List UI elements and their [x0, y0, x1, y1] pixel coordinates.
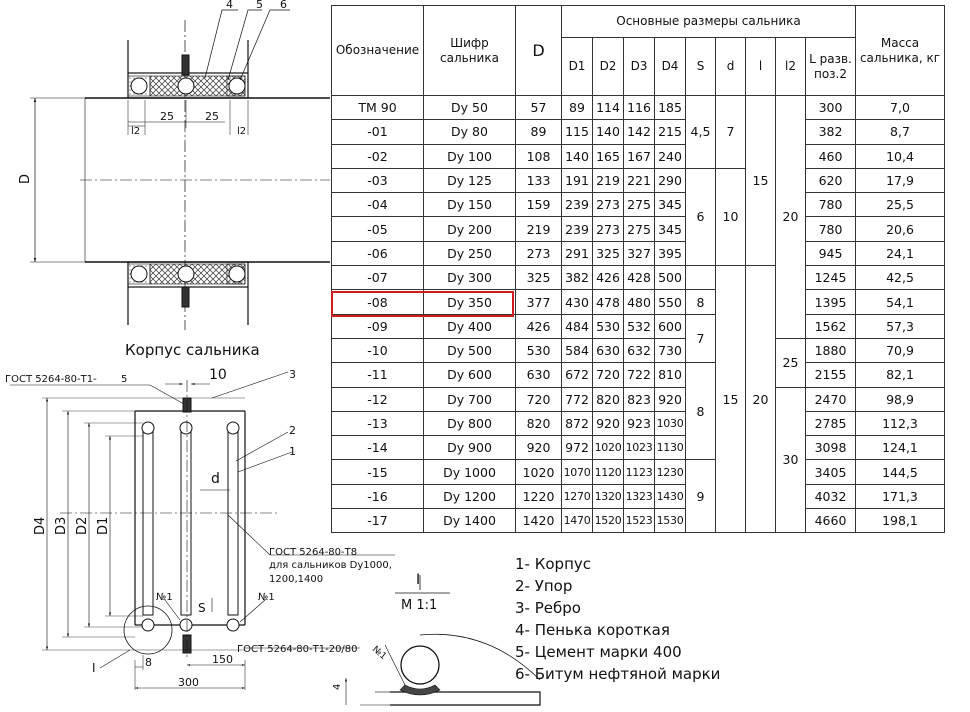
cell-d3: 327 [624, 241, 655, 265]
cell-d3: 532 [624, 314, 655, 338]
detail-label-top: I [416, 572, 421, 588]
dim-10-label: 10 [209, 367, 227, 383]
dim-D-label: D [18, 173, 33, 184]
view-I-label: I [92, 661, 96, 675]
table-row [332, 363, 945, 387]
cell-l: 4032 [806, 484, 856, 508]
cell-cipher: Dy 50 [424, 96, 516, 120]
cell-designation: -05 [332, 217, 424, 241]
cell-l: 780 [806, 217, 856, 241]
cell-d2: 426 [593, 266, 624, 290]
cell-d: 820 [516, 411, 562, 435]
mark-n1-right: №1 [258, 592, 275, 603]
cell-d: 10 [716, 168, 746, 265]
top-drawing-labels [18, 0, 287, 359]
cell-d3: 167 [624, 144, 655, 168]
gost-bottom-label: ГОСТ 5264-80-Т1-20/80 [237, 644, 358, 655]
cell-designation: -10 [332, 338, 424, 362]
cell-d1: 140 [562, 144, 593, 168]
cell-designation: -01 [332, 120, 424, 144]
cell-d4: 290 [655, 168, 686, 192]
dim-l2-right: l2 [237, 126, 247, 137]
cell-d4: 345 [655, 193, 686, 217]
legend-item-4: 4- Пенька короткая [515, 621, 670, 639]
cell-l2: 25 [776, 338, 806, 387]
dim-25-left: 25 [160, 110, 174, 123]
cell-l2: 20 [776, 96, 806, 339]
header-D3: D3 [624, 38, 655, 96]
cell-d1: 772 [562, 387, 593, 411]
header-L: L разв. поз.2 [806, 38, 856, 96]
table-row [332, 168, 945, 192]
dim-S-label: S [198, 601, 206, 615]
cell-d2: 1020 [593, 436, 624, 460]
cell-d4: 500 [655, 266, 686, 290]
cell-cipher: Dy 500 [424, 338, 516, 362]
cell-d3: 1523 [624, 509, 655, 533]
cell-d2: 478 [593, 290, 624, 314]
cell-d3: 1123 [624, 460, 655, 484]
cell-s: 7 [686, 314, 716, 363]
cell-d3: 428 [624, 266, 655, 290]
cell-d4: 920 [655, 387, 686, 411]
header-S: S [686, 38, 716, 96]
header-d: d [716, 38, 746, 96]
cell-d1: 89 [562, 96, 593, 120]
cell-l: 3405 [806, 460, 856, 484]
dim-d-label: d [211, 471, 220, 487]
header-cipher: Шифр сальника [424, 6, 516, 96]
cell-d3: 142 [624, 120, 655, 144]
cell-d: 159 [516, 193, 562, 217]
mark-n1-left: №1 [156, 592, 173, 603]
cell-cipher: Dy 800 [424, 411, 516, 435]
parts-legend [515, 553, 720, 685]
cell-designation: -03 [332, 168, 424, 192]
header-D2: D2 [593, 38, 624, 96]
dim-4-label: 4 [332, 683, 343, 690]
cell-d4: 1230 [655, 460, 686, 484]
cell-d1: 672 [562, 363, 593, 387]
detail-label-scale: М 1:1 [401, 598, 438, 613]
cell-l: 780 [806, 193, 856, 217]
cell-mass: 54,1 [856, 290, 945, 314]
cell-l: 382 [806, 120, 856, 144]
cell-l: 1395 [806, 290, 856, 314]
header-D4: D4 [655, 38, 686, 96]
cell-d: 1220 [516, 484, 562, 508]
cell-d1: 872 [562, 411, 593, 435]
cell-mass: 82,1 [856, 363, 945, 387]
cell-d4: 1430 [655, 484, 686, 508]
cell-d1: 382 [562, 266, 593, 290]
gost-top-number: 5 [121, 374, 128, 385]
detail-I-drawing [346, 575, 540, 705]
gland-spec-table [331, 5, 945, 533]
table-row [332, 314, 945, 338]
dim-D3-label: D3 [54, 516, 69, 535]
cell-d: 57 [516, 96, 562, 120]
cell-d2: 630 [593, 338, 624, 362]
cell-mass: 124,1 [856, 436, 945, 460]
cell-d2: 165 [593, 144, 624, 168]
cell-s: 8 [686, 363, 716, 460]
cell-d2: 530 [593, 314, 624, 338]
cell-l: 300 [806, 96, 856, 120]
cell-l: 15 [746, 96, 776, 266]
cell-cipher: Dy 1000 [424, 460, 516, 484]
header-l2: l2 [776, 38, 806, 96]
cell-d4: 345 [655, 217, 686, 241]
cell-l: 4660 [806, 509, 856, 533]
cell-d3: 221 [624, 168, 655, 192]
cell-d2: 1320 [593, 484, 624, 508]
table-row [332, 509, 945, 533]
cell-d2: 114 [593, 96, 624, 120]
cell-d3: 1323 [624, 484, 655, 508]
table-row [332, 96, 945, 120]
legend-item-6: 6- Битум нефтяной марки [515, 665, 721, 683]
cell-designation: -08 [332, 290, 424, 314]
cell-cipher: Dy 300 [424, 266, 516, 290]
cell-l: 20 [746, 266, 776, 533]
cell-mass: 42,5 [856, 266, 945, 290]
table-row [332, 436, 945, 460]
table-row [332, 120, 945, 144]
cell-d3: 275 [624, 193, 655, 217]
table-row [332, 484, 945, 508]
cell-d: 720 [516, 387, 562, 411]
table-row [332, 266, 945, 290]
dim-8-label: 8 [145, 656, 152, 669]
header-l: l [746, 38, 776, 96]
cell-d1: 1070 [562, 460, 593, 484]
cell-cipher: Dy 400 [424, 314, 516, 338]
cell-mass: 10,4 [856, 144, 945, 168]
callout-6: 6 [280, 0, 287, 11]
cell-l: 2470 [806, 387, 856, 411]
cell-d3: 722 [624, 363, 655, 387]
cell-cipher: Dy 900 [424, 436, 516, 460]
cell-cipher: Dy 80 [424, 120, 516, 144]
cell-cipher: Dy 600 [424, 363, 516, 387]
cell-mass: 57,3 [856, 314, 945, 338]
cell-mass: 17,9 [856, 168, 945, 192]
cell-d3: 1023 [624, 436, 655, 460]
cell-cipher: Dy 125 [424, 168, 516, 192]
cell-d: 377 [516, 290, 562, 314]
table-row [332, 387, 945, 411]
cell-l: 3098 [806, 436, 856, 460]
cell-l: 620 [806, 168, 856, 192]
gost-mid-line3: 1200,1400 [269, 574, 324, 585]
legend-item-3: 3- Ребро [515, 599, 581, 617]
cell-d3: 923 [624, 411, 655, 435]
legend-item-1: 1- Корпус [515, 555, 592, 573]
cell-designation: -15 [332, 460, 424, 484]
gost-mid-line1: ГОСТ 5264-80-Т8 [269, 547, 358, 558]
cell-l: 1880 [806, 338, 856, 362]
cell-d2: 219 [593, 168, 624, 192]
cell-designation: -04 [332, 193, 424, 217]
cell-d3: 480 [624, 290, 655, 314]
cell-d4: 730 [655, 338, 686, 362]
cell-cipher: Dy 200 [424, 217, 516, 241]
cell-d: 325 [516, 266, 562, 290]
cell-d: 426 [516, 314, 562, 338]
table-row [332, 144, 945, 168]
cell-d1: 239 [562, 217, 593, 241]
cell-d2: 273 [593, 193, 624, 217]
cell-d: 7 [716, 96, 746, 169]
cell-d: 920 [516, 436, 562, 460]
legend-item-5: 5- Цемент марки 400 [515, 643, 682, 661]
cell-d1: 291 [562, 241, 593, 265]
cell-d: 133 [516, 168, 562, 192]
cell-designation: -11 [332, 363, 424, 387]
cell-d4: 1130 [655, 436, 686, 460]
cell-cipher: Dy 1200 [424, 484, 516, 508]
dim-150-label: 150 [212, 653, 233, 666]
cell-d4: 810 [655, 363, 686, 387]
cell-l: 2785 [806, 411, 856, 435]
cell-d1: 584 [562, 338, 593, 362]
table-row [332, 241, 945, 265]
callout-1: 1 [289, 445, 296, 458]
legend-item-2: 2- Упор [515, 577, 573, 595]
dim-D1-label: D1 [96, 516, 111, 535]
callout-2: 2 [289, 424, 296, 437]
gland-spec-table-wrapper [331, 5, 945, 533]
cell-l: 945 [806, 241, 856, 265]
table-row [332, 338, 945, 362]
cell-d1: 115 [562, 120, 593, 144]
cell-mass: 8,7 [856, 120, 945, 144]
header-mass: Масса сальника, кг [856, 6, 945, 96]
cell-d3: 632 [624, 338, 655, 362]
cell-designation: -06 [332, 241, 424, 265]
cell-l: 1245 [806, 266, 856, 290]
cell-mass: 198,1 [856, 509, 945, 533]
table-row [332, 217, 945, 241]
cell-d4: 1530 [655, 509, 686, 533]
cell-cipher: Dy 350 [424, 290, 516, 314]
dim-D4-label: D4 [33, 516, 48, 535]
cell-d: 15 [716, 266, 746, 533]
dim-25-right: 25 [205, 110, 219, 123]
cell-d4: 600 [655, 314, 686, 338]
gost-top-label: ГОСТ 5264-80-Т1- [5, 374, 97, 385]
cell-mass: 24,1 [856, 241, 945, 265]
cell-d: 108 [516, 144, 562, 168]
cell-mass: 112,3 [856, 411, 945, 435]
table-row [332, 460, 945, 484]
detail-mark-n1: №1 [370, 644, 389, 663]
cell-d: 89 [516, 120, 562, 144]
cell-cipher: Dy 100 [424, 144, 516, 168]
cell-d1: 1470 [562, 509, 593, 533]
dim-300-label: 300 [178, 676, 199, 689]
cell-l: 2155 [806, 363, 856, 387]
cell-d2: 720 [593, 363, 624, 387]
cell-d2: 325 [593, 241, 624, 265]
cell-mass: 20,6 [856, 217, 945, 241]
cell-d4: 240 [655, 144, 686, 168]
cell-d3: 116 [624, 96, 655, 120]
cell-d: 1420 [516, 509, 562, 533]
cell-l: 460 [806, 144, 856, 168]
cell-cipher: Dy 700 [424, 387, 516, 411]
cell-d: 1020 [516, 460, 562, 484]
cell-d4: 395 [655, 241, 686, 265]
gost-mid-line2: для сальников Dy1000, [269, 560, 392, 571]
cell-d3: 823 [624, 387, 655, 411]
cell-cipher: Dy 1400 [424, 509, 516, 533]
cell-s: 4,5 [686, 96, 716, 169]
cell-designation: -02 [332, 144, 424, 168]
cell-d1: 191 [562, 168, 593, 192]
cell-d1: 239 [562, 193, 593, 217]
header-designation: Обозначение [332, 6, 424, 96]
callout-4: 4 [226, 0, 233, 11]
cell-d2: 920 [593, 411, 624, 435]
cell-designation: -16 [332, 484, 424, 508]
table-row [332, 193, 945, 217]
dim-l2-left: l2 [131, 126, 141, 137]
cell-mass: 70,9 [856, 338, 945, 362]
table-row [332, 290, 945, 314]
cell-mass: 171,3 [856, 484, 945, 508]
cell-mass: 25,5 [856, 193, 945, 217]
cell-mass: 98,9 [856, 387, 945, 411]
cell-designation: -09 [332, 314, 424, 338]
cell-d2: 140 [593, 120, 624, 144]
cell-d: 530 [516, 338, 562, 362]
callout-3: 3 [289, 368, 296, 381]
cell-d: 219 [516, 217, 562, 241]
cell-d4: 185 [655, 96, 686, 120]
cell-d2: 273 [593, 217, 624, 241]
header-D1: D1 [562, 38, 593, 96]
cell-designation: ТМ 90 [332, 96, 424, 120]
cell-designation: -17 [332, 509, 424, 533]
cell-l: 1562 [806, 314, 856, 338]
caption-gland-body: Корпус сальника [125, 341, 260, 359]
cell-d4: 215 [655, 120, 686, 144]
cell-d1: 1270 [562, 484, 593, 508]
header-D: D [516, 6, 562, 96]
cell-d3: 275 [624, 217, 655, 241]
cell-d1: 972 [562, 436, 593, 460]
callout-5: 5 [256, 0, 263, 11]
cell-d4: 1030 [655, 411, 686, 435]
gland-section-drawing [30, 10, 330, 330]
cell-d: 630 [516, 363, 562, 387]
cell-d1: 430 [562, 290, 593, 314]
cell-s [686, 266, 716, 290]
cell-mass: 7,0 [856, 96, 945, 120]
spec-table-body [332, 96, 945, 533]
cell-d1: 484 [562, 314, 593, 338]
cell-l2: 30 [776, 387, 806, 533]
cell-s: 8 [686, 290, 716, 314]
cell-designation: -12 [332, 387, 424, 411]
cell-d2: 1520 [593, 509, 624, 533]
cell-cipher: Dy 150 [424, 193, 516, 217]
table-row [332, 411, 945, 435]
cell-designation: -13 [332, 411, 424, 435]
dim-D2-label: D2 [75, 516, 90, 535]
cell-d2: 820 [593, 387, 624, 411]
header-main-sizes: Основные размеры сальника [562, 6, 856, 38]
cell-d: 273 [516, 241, 562, 265]
cell-mass: 144,5 [856, 460, 945, 484]
cell-cipher: Dy 250 [424, 241, 516, 265]
detail-I-labels [332, 572, 437, 690]
cell-designation: -14 [332, 436, 424, 460]
cell-s: 9 [686, 460, 716, 533]
cell-designation: -07 [332, 266, 424, 290]
cell-d4: 550 [655, 290, 686, 314]
cell-s: 6 [686, 168, 716, 265]
cell-d2: 1120 [593, 460, 624, 484]
